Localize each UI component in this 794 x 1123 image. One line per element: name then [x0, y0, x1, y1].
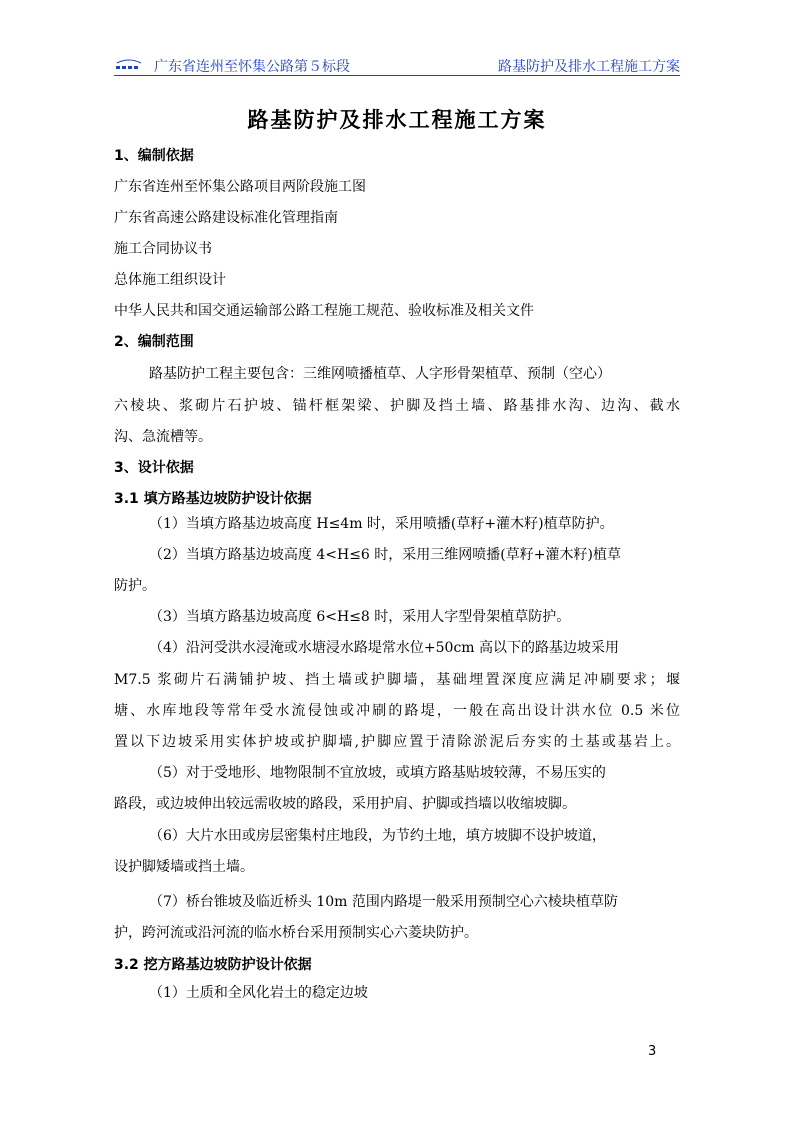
- fill-slope-rule-4-cont: 塘、水库地段等常年受水流侵蚀或冲刷的路堤，一般在高出设计洪水位 0.5 米位: [114, 703, 680, 719]
- fill-slope-rule-7-cont: 护，跨河流或沿河流的临水桥台采用预制实心六菱块防护。: [114, 925, 478, 941]
- basis-item: 广东省高速公路建设标准化管理指南: [114, 210, 338, 226]
- header-divider: [114, 75, 680, 76]
- section-heading-2: 2、编制范围: [114, 334, 194, 350]
- fill-slope-rule-6-cont: 设护脚矮墙或挡土墙。: [114, 859, 254, 875]
- fill-slope-rule-6: （6）大片水田或房层密集村庄地段，为节约土地，填方坡脚不设护坡道，: [149, 828, 606, 844]
- basis-item: 广东省连州至怀集公路项目两阶段施工图: [114, 179, 366, 195]
- fill-slope-rule-4: （4）沿河受洪水浸淹或水塘浸水路堤常水位+50cm 高以下的路基边坡采用: [149, 640, 620, 656]
- subsection-heading-3-2: 3.2 挖方路基边坡防护设计依据: [114, 957, 312, 973]
- header-project-name: 广东省连州至怀集公路第５标段: [154, 59, 350, 75]
- page-header: [114, 52, 680, 76]
- section-heading-3: 3、设计依据: [114, 460, 194, 476]
- scope-paragraph-line: 沟、急流槽等。: [114, 429, 212, 445]
- scope-paragraph-line: 六棱块、浆砌片石护坡、锚杆框架梁、护脚及挡土墙、路基排水沟、边沟、截水: [114, 398, 680, 414]
- cut-slope-rule-1: （1）土质和全风化岩土的稳定边坡: [149, 985, 368, 1001]
- fill-slope-rule-1: （1）当填方路基边坡高度 H≤4m 时，采用喷播(草籽+灌木籽)植草防护。: [149, 516, 614, 532]
- fill-slope-rule-4-cont: M7.5 浆砌片石满铺护坡、挡土墙或护脚墙，基础埋置深度应满足冲刷要求；堰: [114, 672, 680, 688]
- fill-slope-rule-2: （2）当填方路基边坡高度 4<H≤6 时，采用三维网喷播(草籽+灌木籽)植草: [149, 547, 621, 563]
- header-document-name: 路基防护及排水工程施工方案: [498, 59, 680, 75]
- document-title: 路基防护及排水工程施工方案: [247, 107, 547, 132]
- fill-slope-rule-5-cont: 路段，或边坡伸出较远需收坡的路段，采用护肩、护脚或挡墙以收缩坡脚。: [114, 796, 576, 812]
- scope-paragraph-line: 路基防护工程主要包含：三维网喷播植草、人字形骨架植草、预制（空心）: [149, 366, 611, 382]
- fill-slope-rule-5: （5）对于受地形、地物限制不宜放坡，或填方路基贴坡较薄，不易压实的: [149, 765, 606, 781]
- basis-item: 总体施工组织设计: [114, 272, 226, 288]
- fill-slope-rule-2-cont: 防护。: [114, 578, 156, 594]
- fill-slope-rule-3: （3）当填方路基边坡高度 6<H≤8 时，采用人字型骨架植草防护。: [149, 609, 571, 625]
- basis-item: 中华人民共和国交通运输部公路工程施工规范、验收标准及相关文件: [114, 303, 534, 319]
- page-number: 3: [648, 1044, 657, 1059]
- basis-item: 施工合同协议书: [114, 241, 212, 257]
- company-logo-icon: [114, 54, 144, 74]
- subsection-heading-3-1: 3.1 填方路基边坡防护设计依据: [114, 491, 312, 507]
- fill-slope-rule-7: （7）桥台锥坡及临近桥头 10m 范围内路堤一般采用预制空心六棱块植草防: [149, 894, 618, 910]
- section-heading-1: 1、编制依据: [114, 148, 194, 164]
- fill-slope-rule-4-cont: 置以下边坡采用实体护坡或护脚墙,护脚应置于清除淤泥后夯实的土基或基岩上。: [114, 734, 680, 750]
